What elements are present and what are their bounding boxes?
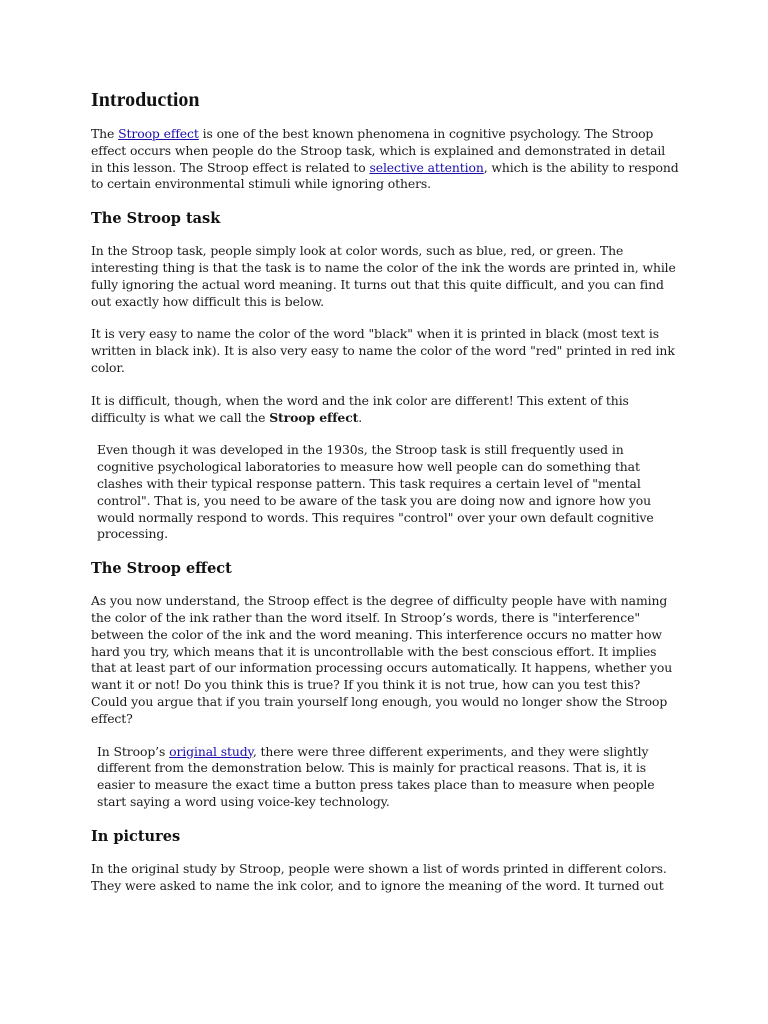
task-paragraph-1: In the Stroop task, people simply look at color words, such as blue, red, or green. The interesting thing is that the task is to name the color of the ink the words are printed in, while fully ignoring the actual word meaning. It turns out that this quite difficult, and you can find out exactly how difficult this is below. xyxy=(91,243,676,309)
heading-stroop-effect: The Stroop effect xyxy=(91,560,232,578)
task-p3-text: It is difficult, though, when the word and the ink color are different! This extent of this difficulty is what we call the xyxy=(91,392,629,425)
task-paragraph-2: It is very easy to name the color of the word "black" when it is printed in black (most text is written in black ink). It is also very easy to name the color of the word "red" printed in red ink color. xyxy=(91,326,675,375)
stroop-effect-link[interactable]: Stroop effect xyxy=(118,126,199,141)
original-study-link[interactable]: original study xyxy=(169,743,253,759)
task-p3-end: . xyxy=(358,409,363,425)
intro-text-2: is one of the best known phenomena in cognitive psychology. The Stroop effect occurs when people do the Stroop task, which is explained and demonstrated in detail in this lesson. The Stroop effect is related to xyxy=(91,126,666,175)
intro-paragraph xyxy=(91,126,679,193)
effect-quote xyxy=(97,744,679,811)
task-paragraph-3 xyxy=(91,393,679,427)
effect-quote-text-1: In Stroop’s xyxy=(97,743,170,759)
selective-attention-link[interactable]: selective attention xyxy=(369,159,484,175)
stroop-effect-bold: Stroop effect xyxy=(269,409,359,425)
heading-in-pictures: In pictures xyxy=(91,827,181,845)
pictures-paragraph-1: In the original study by Stroop, people were shown a list of words printed in different colors. They were asked to name the ink color, and to ignore the meaning of the word. It turned out xyxy=(91,860,667,893)
task-quote: Even though it was developed in the 1930s, the Stroop task is still frequently used in cognitive psychological laboratories to measure how well people can do something that clashes with their typical response pattern. This task requires a certain level of "mental control". That is, you need to be aware of the task you are doing now and ignore how you would normally respond to words. This requires "control" over your own default cognitive processing. xyxy=(97,442,654,542)
intro-text-3: , which is the ability to respond to certain environmental stimuli while ignoring others. xyxy=(91,159,679,192)
intro-text-1: The xyxy=(91,126,119,141)
heading-stroop-task: The Stroop task xyxy=(91,210,221,228)
effect-quote-text-2: , there were three different experiments, and they were slightly different from the demonstration below. This is mainly for practical reasons. That is, it is easier to measure the exact time a button press takes place than to measure when people start saying a word using voice-key technology. xyxy=(97,743,655,809)
document-content xyxy=(91,86,679,910)
effect-paragraph-1: As you now understand, the Stroop effect is the degree of difficulty people have with naming the color of the ink rather than the word itself. In Stroop’s words, there is "interference" between the color of the ink and the word meaning. This interference occurs no matter how hard you try, which means that it is uncontrollable with the best conscious effort. It implies that at least part of our information processing occurs automatically. It happens, whether you want it or not! Do you think this is true? If you think it is not true, how can you test this? Could you argue that if you train yourself long enough, you would no longer show the Stroop effect? xyxy=(91,593,673,726)
page-title: Introduction xyxy=(91,89,200,111)
